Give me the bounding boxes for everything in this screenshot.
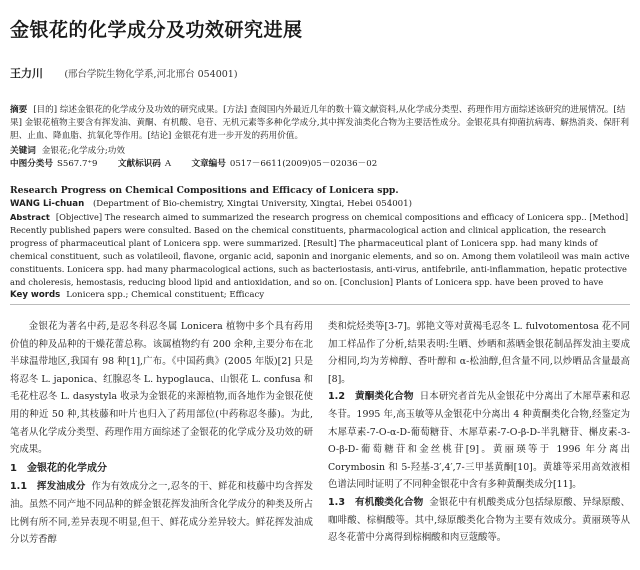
section-divider bbox=[10, 304, 630, 305]
author-name: 王力川 bbox=[10, 67, 43, 80]
en-title: Research Progress on Chemical Compositions and Efficacy of Lonicera spp. bbox=[10, 185, 399, 196]
right-continuation: 类和烷烃类等[3-7]。郭艳文等对黄褐毛忍冬 L. fulvotomentosa 花不同加工样品作了分析,结果表明:生晒、炒晒和蒸晒金银花制品挥发油主要成分相同,均为芳樟醇、香叶醇和 α-松油醇,但含量不同,以炒晒品含量最高[8]。 bbox=[328, 321, 630, 385]
section-1-1-heading: 1.1 挥发油成分 bbox=[10, 481, 86, 493]
cn-abstract-label: 摘要 bbox=[10, 105, 28, 115]
paper-title: 金银花的化学成分及功效研究进展 bbox=[10, 19, 303, 41]
doc-code-label: 文献标识码 bbox=[117, 159, 161, 169]
en-keywords bbox=[10, 289, 630, 302]
en-author: WANG Li-chuan bbox=[10, 199, 85, 209]
doc-code-value: A bbox=[164, 159, 172, 169]
cn-meta bbox=[10, 158, 630, 171]
author-affiliation: (邢台学院生物化学系,河北邢台 054001) bbox=[64, 69, 238, 80]
cn-abstract bbox=[10, 104, 630, 146]
section-1-2-heading: 1.2 黄酮类化合物 bbox=[328, 391, 414, 403]
article-no-value: 0517－6611(2009)05－02036－02 bbox=[229, 159, 378, 169]
en-affiliation: (Department of Bio-chemistry, Xingtai University, Xingtai, Hebei 054001) bbox=[92, 199, 412, 209]
article-no-label: 文章编号 bbox=[191, 159, 226, 169]
section-1-3-heading: 1.3 有机酸类化合物 bbox=[328, 496, 424, 508]
en-keywords-text: Lonicera spp.; Chemical constituent; Efficacy bbox=[66, 290, 265, 300]
en-author-line bbox=[10, 198, 630, 211]
clc-value: S567.7⁺9 bbox=[56, 159, 98, 169]
cn-keywords-text: 金银花;化学成分;功效 bbox=[41, 146, 125, 156]
body-left-column bbox=[10, 318, 313, 570]
en-abstract-label: Abstract bbox=[10, 212, 50, 222]
section-1-3-text: 金银花中有机酸类成分包括绿原酸、异绿原酸、咖啡酸、棕榈酸等。其中,绿原酸类化合物为主要有效成分。黄丽瑛等从忍冬花蕾中分离得到棕榈酸和肉豆蔻酸等。 bbox=[328, 496, 630, 544]
author-line bbox=[10, 65, 630, 81]
cn-keywords-label: 关键词 bbox=[10, 146, 36, 156]
en-abstract-text: [Objective] The research aimed to summarized the research progress on chemical compositions and efficacy of Lonicera spp.. [Method] Recently published papers were consulted. Based on the chemical constituents, pharmacological action and clinical application, the research progress of pharmaceutical plant of Lonicera spp. were summarized. [Result] The pharmaceutical plant of Lonicera spp. had many kinds of chemical constituent, such as volatileoil, flavone, organic acid, saponin and inorganic elements, and so on. Among them volatileoil was main active constituents. Lonicera spp. had many pharmacological actions, such as bacteriostasis, anti-virus, antifebrile, anti-inflammation, hepatic protective and choleresis, hemostasis, reducing blood lipid and antioxidation, and so on. [Conclusion] Plants of Lonicera spp. have been proved to have bbox=[10, 212, 630, 287]
cn-abstract-text: [目的] 综述金银花的化学成分及功效的研究成果。[方法] 查阅国内外最近几年的数十篇文献资料,从化学成分类型、药理作用方面综述该研究的进展情况。[结果] 金银花植物主要含有挥发油、黄酮、有机酸、皂苷、无机元素等多种化学成分,其中挥发油类化合物为主要活性成分。金银花具有抑菌抗病毒、解热消炎、保肝利胆、止血、降血脂、抗氧化等作用。[结论] 金银花有进一步开发的药用价值。 bbox=[10, 105, 629, 141]
cn-keywords bbox=[10, 145, 630, 158]
en-abstract bbox=[10, 211, 630, 289]
section-1-1-text: 作为有效成分之一,忍冬的干、鲜花和枝藤中均含挥发油。虽然不同产地不同品种的鲜金银花挥发油所含化学成分的种类及所占比例有所不同,差异表现不明显,但干、鲜花成分差异较大。鲜花挥发油成分以芳香醇 bbox=[10, 481, 313, 546]
en-keywords-label: Key words bbox=[10, 290, 61, 300]
intro-paragraph: 金银花为著名中药,是忍冬科忍冬属 Lonicera 植物中多个具有药用价值的种及品种的干燥花蕾总称。该属植物约有 200 余种,主要分布在北半球温带地区,我国有 98 种[1],广布。《中国药典》(2005 年版)[2] 只是将忍冬 L. japonica、红腺忍冬 L. hypoglauca、山银花 L. confusa 和毛花柱忍冬 L. dasystyla 收录为金银花的来源植物,而各地作为金银花使用的种近 50 种,其枝藤和叶片也归入了药用部位(中药称忍冬藤)。为此,笔者从化学成分类型、药理作用方面综述了金银花的化学成分及功效的研究成果。 bbox=[10, 321, 313, 456]
section-1-heading: 1 金银花的化学成分 bbox=[10, 462, 107, 474]
section-1-2-text: 日本研究者首先从金银花中分离出了木犀草素和忍冬苷。1995 年,高玉敏等从金银花中分离出 4 种黄酮类化合物,经鉴定为木犀草素-7-O-α-D-葡萄糖苷、木犀草素-7-O-β-D-半乳糖苷、槲皮素-3-O-β-D-葡萄糖苷和金丝桃苷[9]。黄丽瑛等于 1996 年分离出 Corymbosin 和 5-羟基-3′,4′,7-三甲基黄酮[10]。黄雄等采用高效液相色谱法同时证明了不同种金银花中含有多种黄酮类成分[11]。 bbox=[328, 391, 630, 491]
clc-label: 中图分类号 bbox=[10, 159, 53, 169]
body-right-column bbox=[328, 318, 630, 570]
